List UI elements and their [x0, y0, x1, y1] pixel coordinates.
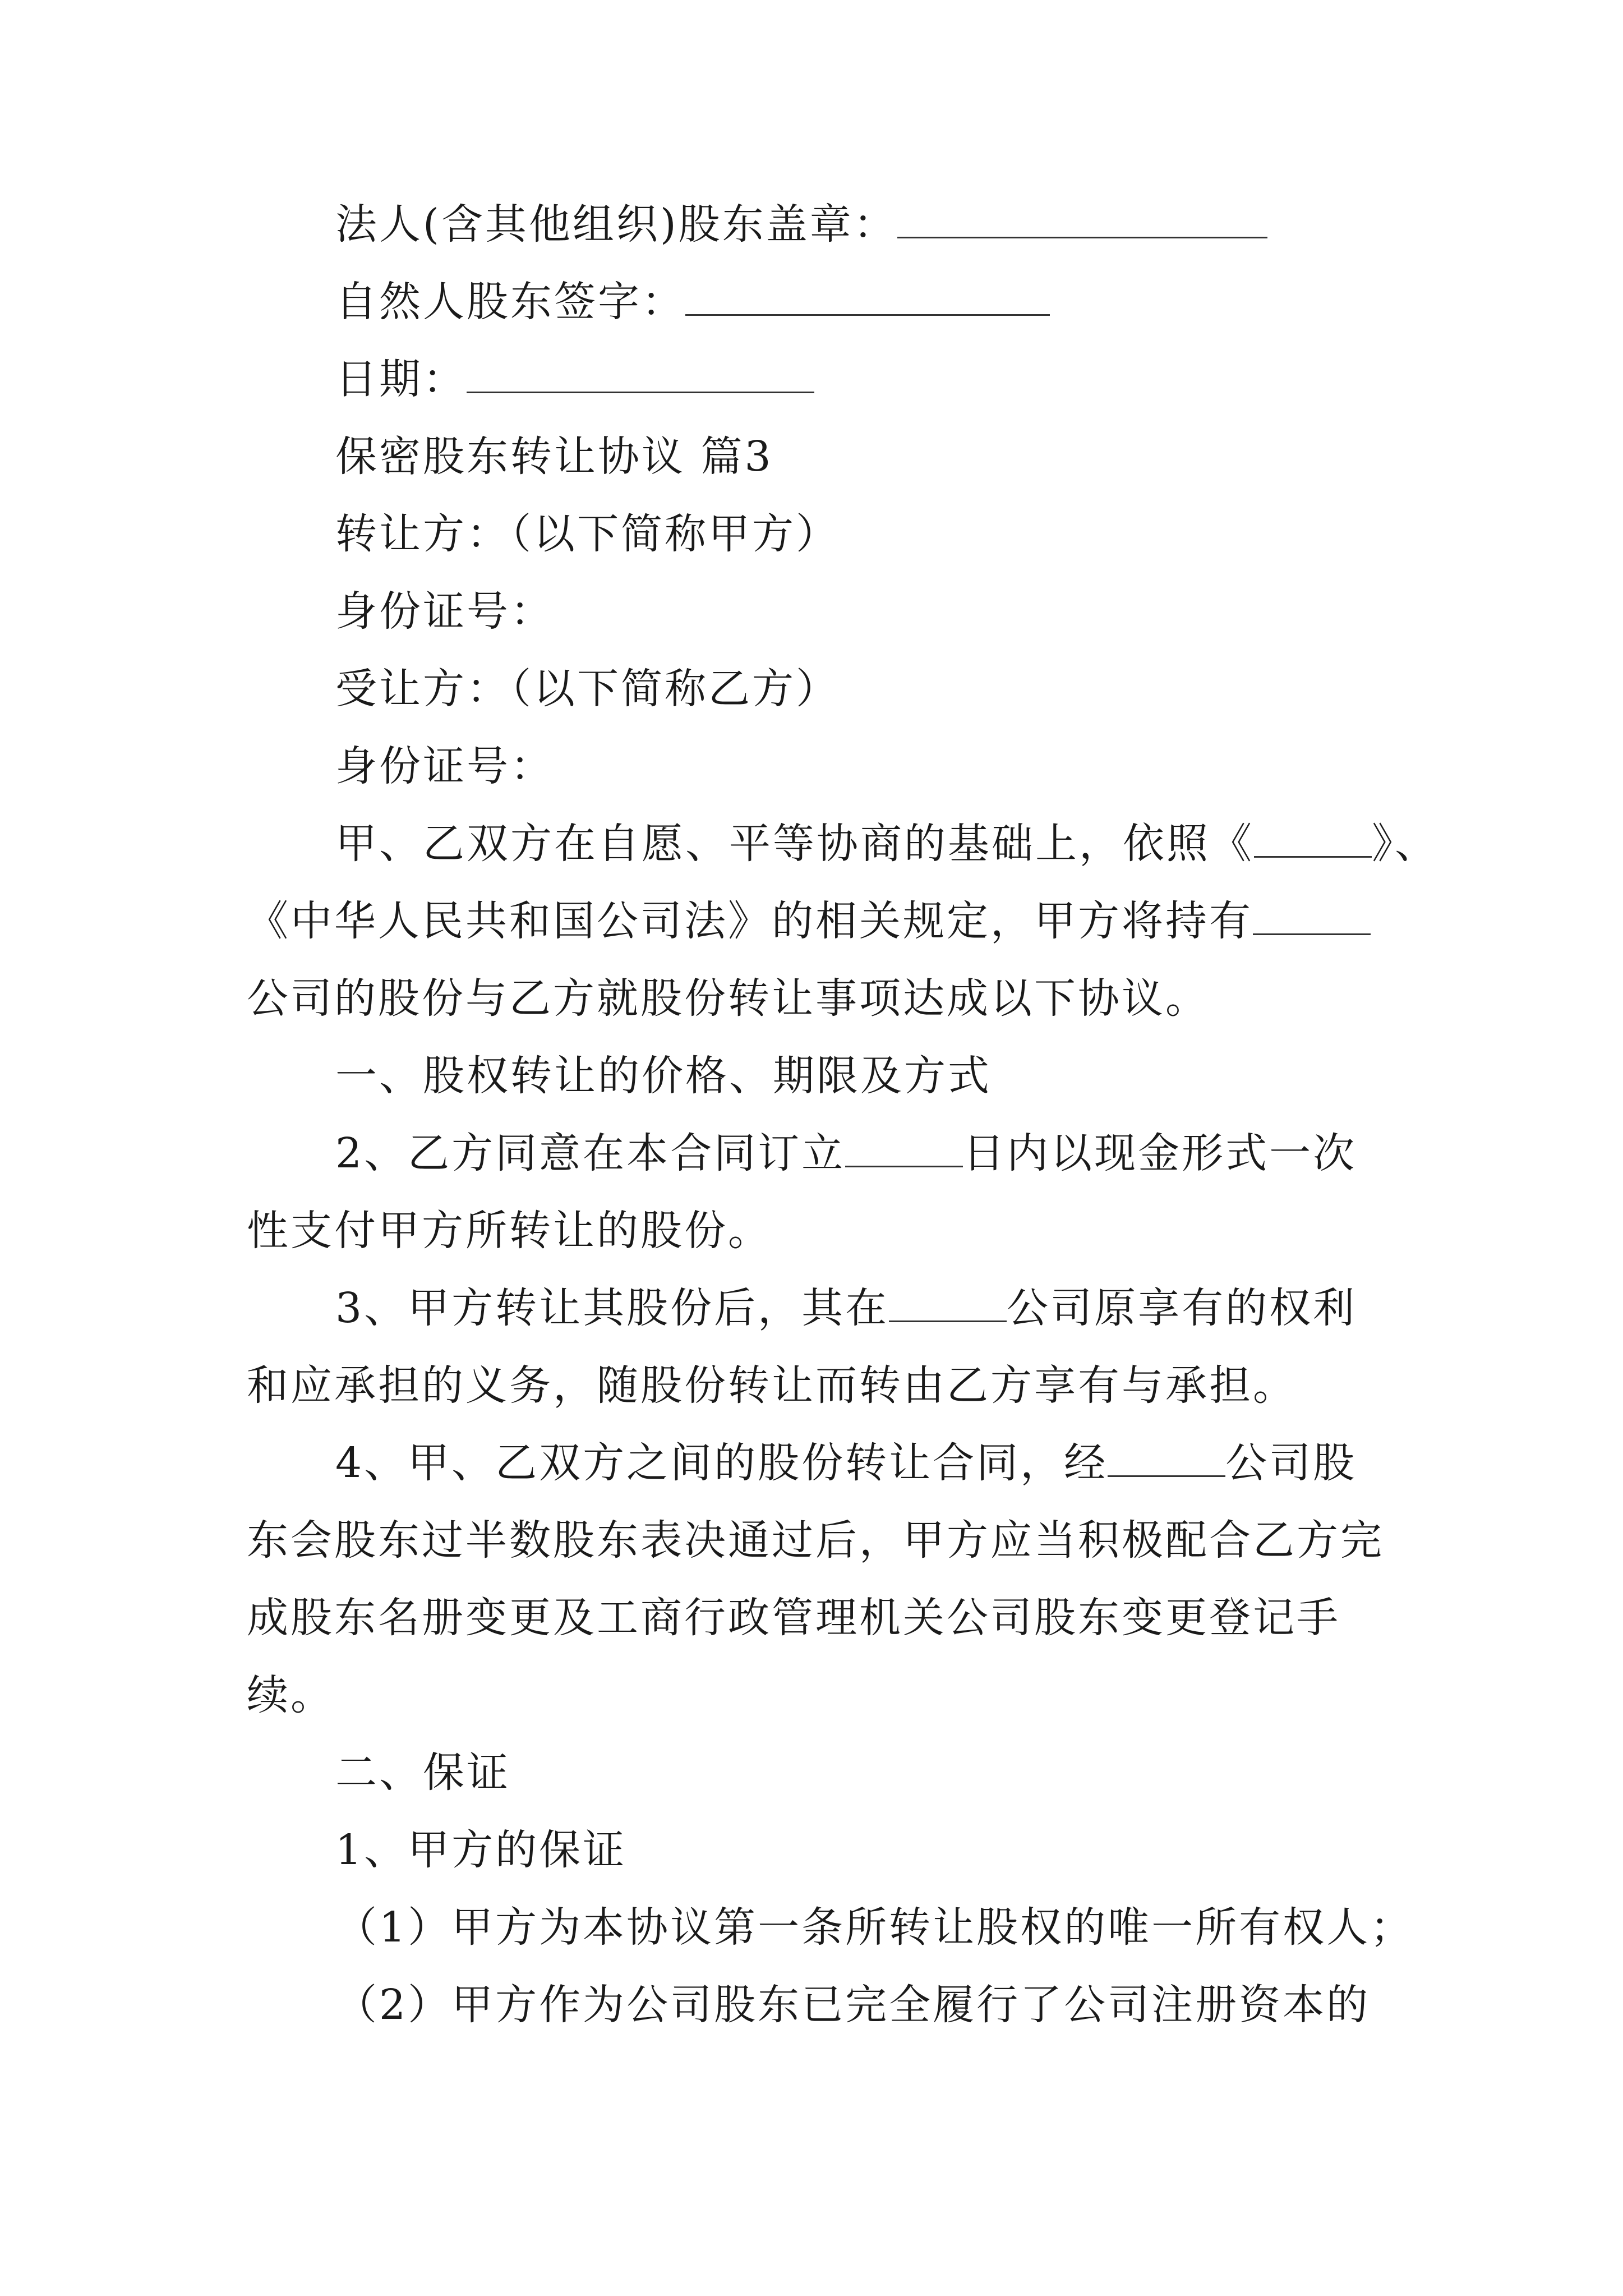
guarantee1-heading: 1、甲方的保证: [335, 1826, 627, 1874]
corporate-seal-blank: [897, 202, 1267, 238]
item2-part1: 2、乙方同意在本合同订立: [335, 1129, 846, 1177]
item3-part1: 3、甲方转让其股份后，其在: [335, 1284, 889, 1332]
guarantee1-item2: （2）甲方作为公司股东已完全履行了公司注册资本的: [335, 1981, 1371, 2029]
natural-person-sign-blank: [685, 279, 1050, 316]
item2-line-2: 性支付甲方所转让的股份。: [247, 1207, 772, 1255]
item4-part1: 4、甲、乙双方之间的股份转让合同，经: [335, 1439, 1108, 1487]
item4-line-4: 续。: [247, 1671, 334, 1719]
company-name-blank: [1253, 899, 1371, 935]
item3-company-blank: [889, 1286, 1007, 1322]
item3-line-1: [335, 1280, 1357, 1336]
preamble-part3: 《中华人民共和国公司法》的相关规定，甲方将持有: [247, 897, 1253, 945]
transferee-id-label: 身份证号：: [335, 742, 554, 790]
item3-part2: 公司原享有的权利: [1007, 1284, 1357, 1332]
preamble-line-1: [335, 816, 1438, 872]
transferor-id-label: 身份证号：: [335, 587, 554, 636]
preamble-line-3: 公司的股份与乙方就股份转让事项达成以下协议。: [247, 974, 1209, 1023]
preamble-part1: 甲、乙双方在自愿、平等协商的基础上，依照《: [335, 820, 1254, 868]
item2-part2: 日内以现金形式一次: [963, 1129, 1357, 1177]
transferee-label: 受让方：（以下简称乙方）: [335, 665, 840, 713]
item4-line-1: [335, 1435, 1357, 1491]
preamble-line-2: [247, 893, 1371, 949]
date-blank: [467, 357, 814, 393]
natural-person-sign-line: [335, 274, 1050, 330]
natural-person-sign-label: 自然人股东签字：: [335, 278, 685, 326]
item4-company-blank: [1108, 1441, 1225, 1477]
transferor-label: 转让方：（以下简称甲方）: [335, 510, 840, 558]
item4-line-3: 成股东名册变更及工商行政管理机关公司股东变更登记手: [247, 1594, 1340, 1642]
preamble-part2: 》、: [1372, 820, 1438, 868]
date-label: 日期：: [335, 355, 467, 403]
item4-part2: 公司股: [1225, 1439, 1357, 1487]
item4-line-2: 东会股东过半数股东表决通过后，甲方应当积极配合乙方完: [247, 1516, 1384, 1565]
section2-heading: 二、保证: [335, 1749, 510, 1797]
item2-line-1: [335, 1125, 1357, 1181]
payment-days-blank: [845, 1131, 963, 1167]
corporate-seal-label: 法人(含其他组织)股东盖章：: [335, 200, 897, 249]
item3-line-2: 和应承担的义务，随股份转让而转由乙方享有与承担。: [247, 1361, 1297, 1410]
section1-heading: 一、股权转让的价格、期限及方式: [335, 1052, 992, 1100]
date-line: [335, 351, 814, 407]
corporate-seal-line: [335, 196, 1267, 252]
law-name-blank: [1254, 821, 1372, 858]
guarantee1-item1: （1）甲方为本协议第一条所转让股权的唯一所有权人；: [335, 1903, 1414, 1952]
agreement-title: 保密股东转让协议 篇3: [335, 432, 773, 481]
